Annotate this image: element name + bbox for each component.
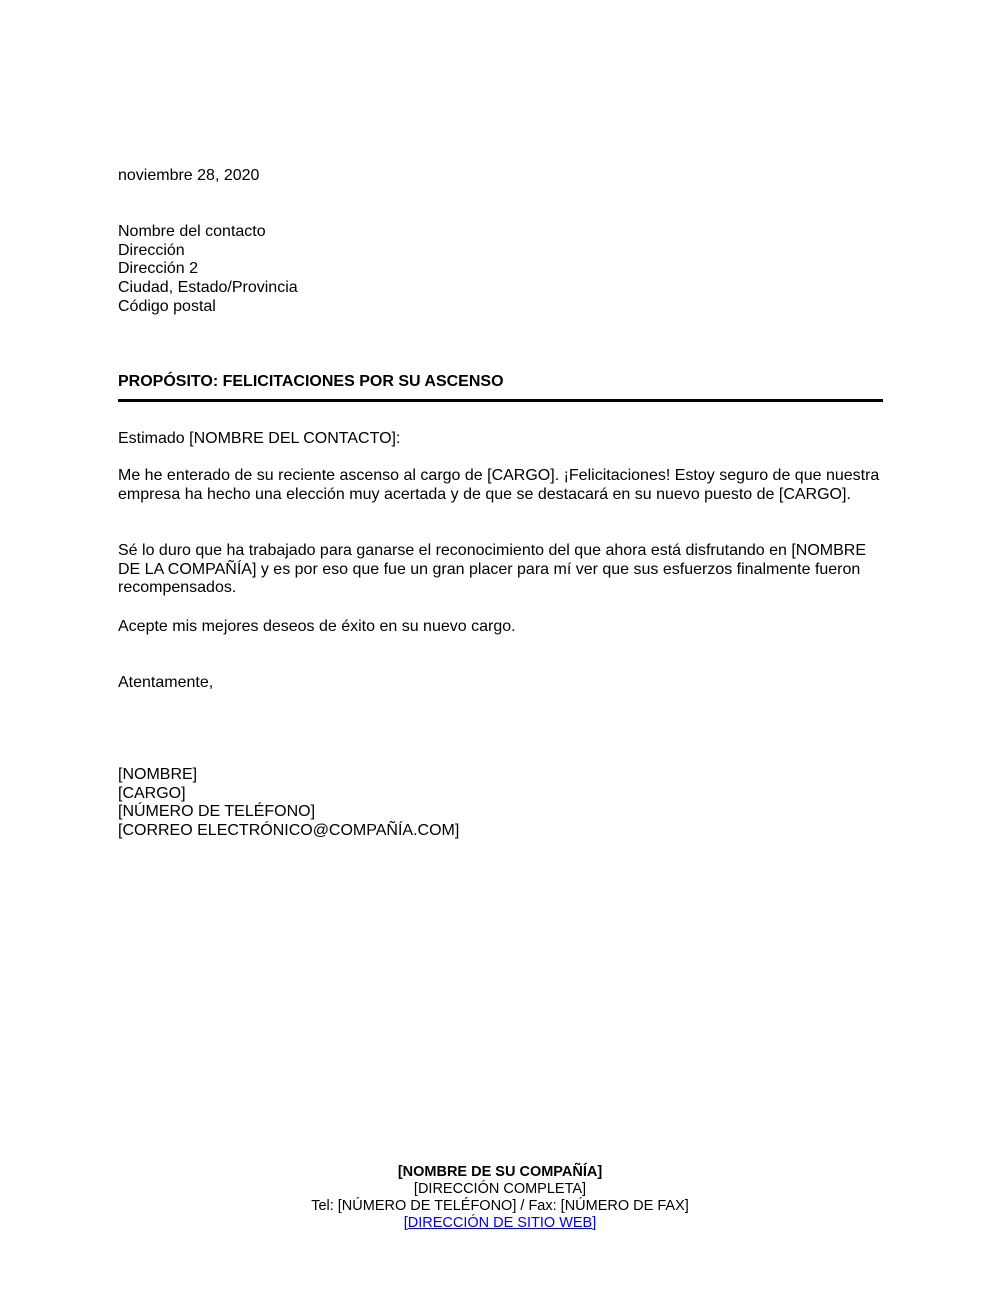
footer-address: [DIRECCIÓN COMPLETA] xyxy=(413,1181,587,1197)
footer-company-name: [NOMBRE DE SU COMPAÑÍA] xyxy=(397,1164,603,1180)
letter-salutation: Estimado [NOMBRE DEL CONTACTO]: xyxy=(118,430,401,447)
recipient-city-state: Ciudad, Estado/Provincia xyxy=(118,279,298,297)
signature-phone: [NÚMERO DE TELÉFONO] xyxy=(118,803,316,821)
recipient-address-line-1: Dirección xyxy=(118,241,185,259)
recipient-address xyxy=(118,223,884,317)
signature-name: [NOMBRE] xyxy=(118,766,198,783)
subject-divider xyxy=(118,399,883,402)
recipient-address-line-2: Dirección 2 xyxy=(118,260,199,278)
letter-date: noviembre 28, 2020 xyxy=(118,167,260,184)
body-paragraph-1: Me he enterado de su reciente ascenso al cargo de [CARGO]. ¡Felicitaciones! Estoy seguro de que nuestra empresa ha hecho una elección muy acertada y de que se destacará en su nuevo puesto de [CARGO]. xyxy=(118,467,880,503)
recipient-postal-code: Código postal xyxy=(118,297,216,315)
signature-block xyxy=(118,766,884,841)
body-paragraph-3: Acepte mis mejores deseos de éxito en su nuevo cargo. xyxy=(118,618,516,635)
recipient-name: Nombre del contacto xyxy=(118,223,266,240)
body-paragraph-2: Sé lo duro que ha trabajado para ganarse el reconocimiento del que ahora está disfrutando en [NOMBRE DE LA COMPAÑÍA] y es por eso que fue un gran placer para mí ver que sus esfuerzos finalmente fueron recompensados. xyxy=(118,542,867,597)
letter-subject: PROPÓSITO: FELICITACIONES POR SU ASCENSO xyxy=(118,373,504,390)
signature-email: [CORREO ELECTRÓNICO@COMPAÑÍA.COM] xyxy=(118,822,460,840)
footer-website-link[interactable]: [DIRECCIÓN DE SITIO WEB] xyxy=(403,1215,597,1231)
letter-closing: Atentamente, xyxy=(118,674,214,691)
company-footer xyxy=(0,1164,1000,1232)
footer-contact: Tel: [NÚMERO DE TELÉFONO] / Fax: [NÚMERO DE FAX] xyxy=(311,1198,689,1214)
signature-title: [CARGO] xyxy=(118,784,186,802)
